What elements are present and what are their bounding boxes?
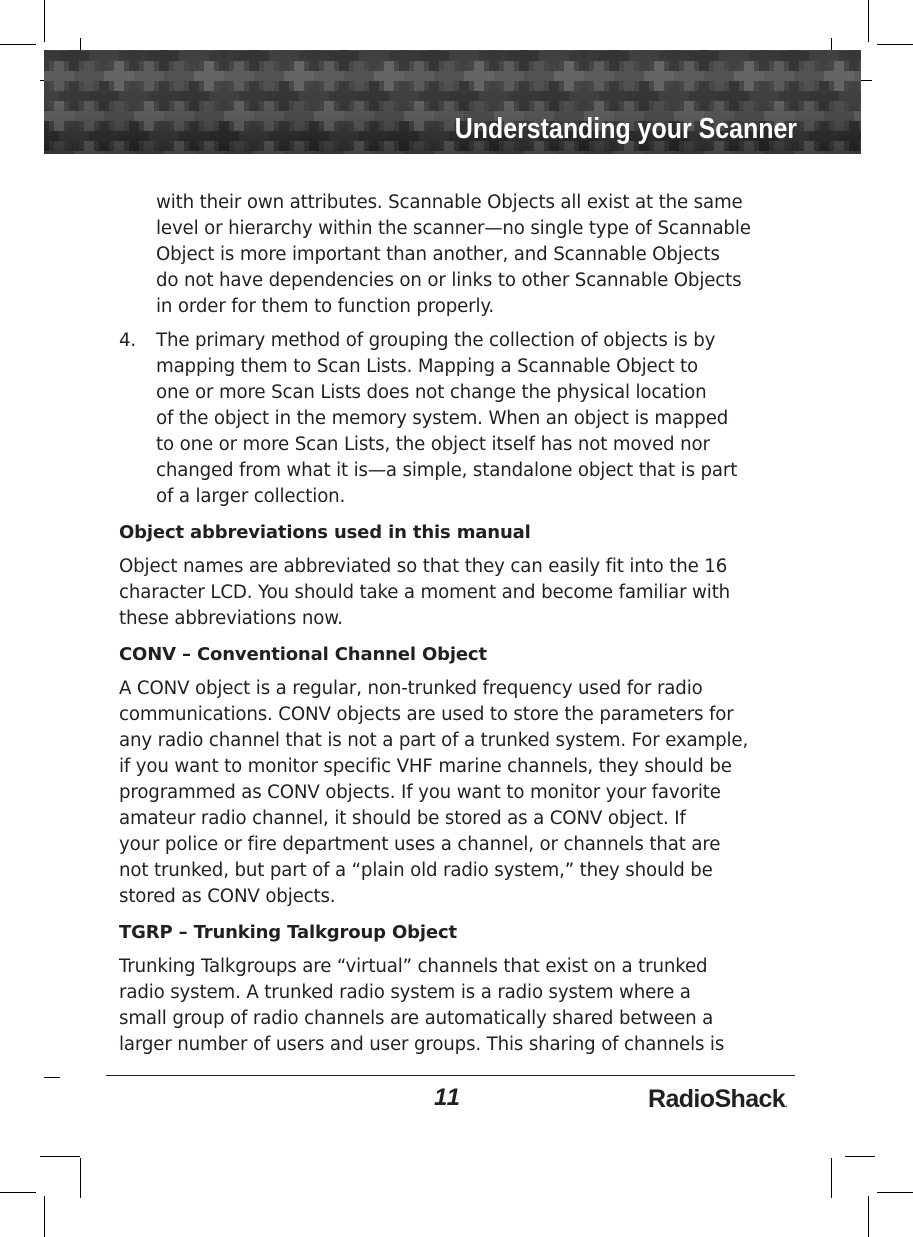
text-line: level or hierarchy within the scanner—no single type of Scannable xyxy=(156,218,751,239)
section-paragraph xyxy=(119,676,769,910)
text-line: of a larger collection. xyxy=(156,486,346,507)
text-line: larger number of users and user groups. This sharing of channels is xyxy=(119,1034,725,1055)
text-line: mapping them to Scan Lists. Mapping a Scannable Object to xyxy=(156,356,699,377)
crop-mark xyxy=(845,1156,875,1157)
page-number: 11 xyxy=(434,1084,461,1111)
crop-mark xyxy=(44,0,45,42)
header-banner xyxy=(44,50,861,154)
text-line: character LCD. You should take a moment and become familiar with xyxy=(119,582,731,603)
text-line: communications. CONV objects are used to store the parameters for xyxy=(119,704,734,725)
text-line: in order for them to function properly. xyxy=(156,296,495,317)
intro-paragraph xyxy=(119,190,769,320)
crop-mark xyxy=(80,1158,81,1198)
section-conv xyxy=(119,642,769,910)
text-line: these abbreviations now. xyxy=(119,608,343,629)
crop-mark xyxy=(868,0,869,42)
page-title: Understanding your Scanner xyxy=(454,113,797,145)
brand-mark: . xyxy=(785,1100,788,1109)
text-line: of the object in the memory system. When an object is mapped xyxy=(156,408,729,429)
section-heading: TGRP – Trunking Talkgroup Object xyxy=(119,922,457,943)
text-line: radio system. A trunked radio system is a radio system where a xyxy=(119,982,691,1003)
section-heading: Object abbreviations used in this manual xyxy=(119,522,531,543)
text-line: Trunking Talkgroups are “virtual” channels that exist on a trunked xyxy=(119,956,708,977)
text-line: to one or more Scan Lists, the object itself has not moved nor xyxy=(156,434,710,455)
crop-mark xyxy=(40,1156,80,1157)
section-tgrp xyxy=(119,920,769,1058)
section-paragraph xyxy=(119,954,769,1058)
text-line: any radio channel that is not a part of a trunked system. For example, xyxy=(119,730,749,751)
text-line: programmed as CONV objects. If you want to monitor your favorite xyxy=(119,782,721,803)
text-line: changed from what it is—a simple, standalone object that is part xyxy=(156,460,738,481)
text-line: Object is more important than another, and Scannable Objects xyxy=(156,244,720,265)
text-line: if you want to monitor specific VHF marine channels, they should be xyxy=(119,756,732,777)
text-line: do not have dependencies on or links to other Scannable Objects xyxy=(156,270,742,291)
brand-name: RadioShack xyxy=(648,1085,786,1113)
document-body xyxy=(119,190,769,1058)
crop-mark xyxy=(0,44,36,45)
footer-rule xyxy=(106,1075,795,1076)
text-line: not trunked, but part of a “plain old radio system,” they should be xyxy=(119,860,713,881)
text-line: amateur radio channel, it should be stored as a CONV object. If xyxy=(119,808,686,829)
list-item-4 xyxy=(119,328,769,510)
text-line: A CONV object is a regular, non-trunked frequency used for radio xyxy=(119,678,703,699)
crop-mark xyxy=(0,1192,36,1193)
text-line: The primary method of grouping the collection of objects is by xyxy=(156,330,716,351)
list-number: 4. xyxy=(119,330,137,351)
crop-mark xyxy=(868,1196,869,1237)
section-heading: CONV – Conventional Channel Object xyxy=(119,644,487,665)
brand-logo xyxy=(648,1085,787,1114)
text-line: small group of radio channels are automatically shared between a xyxy=(119,1008,714,1029)
text-line: stored as CONV objects. xyxy=(119,886,336,907)
text-line: with their own attributes. Scannable Objects all exist at the same xyxy=(156,192,743,213)
section-paragraph xyxy=(119,554,769,632)
text-line: one or more Scan Lists does not change the physical location xyxy=(156,382,707,403)
list-item-text xyxy=(156,328,769,510)
crop-mark xyxy=(44,1196,45,1237)
crop-mark xyxy=(877,1192,913,1193)
text-line: your police or fire department uses a channel, or channels that are xyxy=(119,834,721,855)
crop-mark xyxy=(877,44,913,45)
section-abbreviations xyxy=(119,520,769,632)
text-line: Object names are abbreviated so that they can easily fit into the 16 xyxy=(119,556,728,577)
crop-mark xyxy=(831,1158,832,1198)
crop-mark xyxy=(44,1077,60,1078)
